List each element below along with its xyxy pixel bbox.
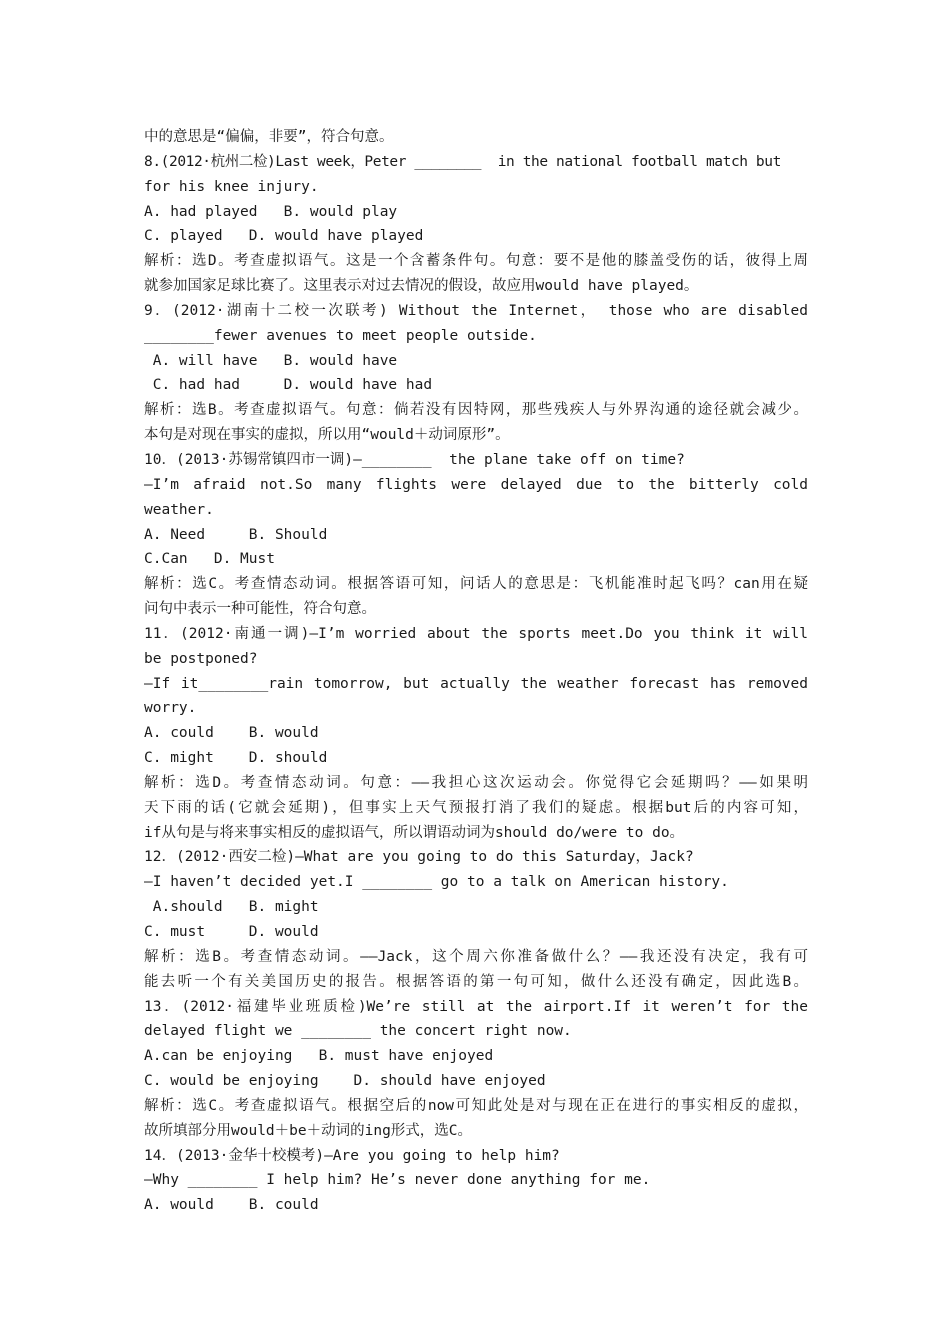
options-line: C. must D. would bbox=[144, 924, 319, 940]
options-line: A. had played B. would play bbox=[144, 203, 398, 220]
options-line: A. could B. would bbox=[144, 725, 319, 742]
explanation-line: 解析：选D。考查情态动词。句意：——我担心这次运动会。你觉得它会延期吗？——如果明 bbox=[144, 774, 808, 791]
text-line: delayed flight we ________ the concert right now. bbox=[144, 1023, 572, 1040]
question-13-stem: 13．(2012·福建毕业班质检)We’re still at the airport.If it weren’t for the bbox=[144, 998, 808, 1015]
question-8-stem: 8.(2012·杭州二检)Last week，Peter ________ in the national football match but bbox=[144, 153, 781, 170]
text-line: be postponed? bbox=[144, 650, 258, 667]
text-line: —I haven’t decided yet.I ________ go to a talk on American history. bbox=[144, 874, 729, 891]
options-line: A. Need B. Should bbox=[144, 526, 328, 543]
options-line: A. would B. could bbox=[144, 1197, 319, 1214]
options-line: C. would be enjoying D. should have enjoyed bbox=[144, 1073, 546, 1090]
question-14-stem: 14．(2013·金华十校模考)—Are you going to help him? bbox=[144, 1147, 560, 1164]
options-line: A.should B. might bbox=[144, 899, 319, 916]
options-line: C.Can D. Must bbox=[144, 551, 275, 568]
exercise-text bbox=[144, 125, 808, 1218]
explanation-line: 能去听一个有关美国历史的报告。根据答语的第一句可知，做什么还没有确定，因此选B。 bbox=[144, 973, 808, 990]
text-line: for his knee injury. bbox=[144, 178, 319, 195]
text-line: ________fewer avenues to meet people outside. bbox=[144, 327, 537, 344]
explanation-line: 本句是对现在事实的虚拟，所以用“would＋动词原形”。 bbox=[144, 427, 510, 444]
explanation-line: 解析：选B。考查情态动词。——Jack，这个周六你准备做什么？——我还没有决定，我有可 bbox=[144, 948, 808, 965]
explanation-line: 解析：选C。考查虚拟语气。根据空后的now可知此处是对与现在正在进行的事实相反的虚拟， bbox=[144, 1097, 808, 1114]
explanation-line: 故所填部分用would＋be＋动词的ing形式，选C。 bbox=[144, 1122, 473, 1139]
options-line: C. had had D. would have had bbox=[144, 377, 433, 394]
question-10-stem: 10．(2013·苏锡常镇四市一调)—________ the plane take off on time? bbox=[144, 451, 685, 468]
question-9-stem: 9．(2012·湖南十二校一次联考) Without the Internet， those who are disabled bbox=[144, 302, 808, 319]
explanation-line: 解析：选D。考查虚拟语气。这是一个含蓄条件句。句意：要不是他的膝盖受伤的话，彼得上周 bbox=[144, 253, 808, 270]
question-12-stem: 12．(2012·西安二检)—What are you going to do this Saturday，Jack? bbox=[144, 849, 694, 866]
options-line: A.can be enjoying B. must have enjoyed bbox=[144, 1048, 494, 1065]
explanation-line: if从句是与将来事实相反的虚拟语气，所以谓语动词为should do/were to do。 bbox=[144, 824, 685, 841]
options-line: C. played D. would have played bbox=[144, 228, 424, 245]
options-line: A. will have B. would have bbox=[144, 352, 398, 369]
text-line: —I’m afraid not.So many flights were delayed due to the bitterly cold bbox=[144, 476, 808, 493]
text-line: 中的意思是“偏偏，非要”，符合句意。 bbox=[144, 129, 394, 145]
text-line: weather. bbox=[144, 501, 214, 518]
text-line: —Why ________ I help him? He’s never done anything for me. bbox=[144, 1172, 651, 1189]
explanation-line: 解析：选B。考查虚拟语气。句意：倘若没有因特网，那些残疾人与外界沟通的途径就会减少。 bbox=[144, 402, 808, 419]
text-line: —If it________rain tomorrow, but actually the weather forecast has removed bbox=[144, 675, 808, 692]
explanation-line: 解析：选C。考查情态动词。根据答语可知，问话人的意思是：飞机能准时起飞吗？can用在疑 bbox=[144, 576, 808, 593]
options-line: C. might D. should bbox=[144, 750, 328, 767]
text-line: worry. bbox=[144, 700, 197, 717]
question-11-stem: 11．(2012·南通一调)—I’m worried about the sports meet.Do you think it will bbox=[144, 625, 808, 642]
explanation-line: 天下雨的话(它就会延期)，但事实上天气预报打消了我们的疑虑。根据but后的内容可知， bbox=[144, 799, 808, 816]
explanation-line: 就参加国家足球比赛了。这里表示对过去情况的假设，故应用would have played。 bbox=[144, 278, 699, 295]
explanation-line: 问句中表示一种可能性，符合句意。 bbox=[144, 601, 376, 618]
